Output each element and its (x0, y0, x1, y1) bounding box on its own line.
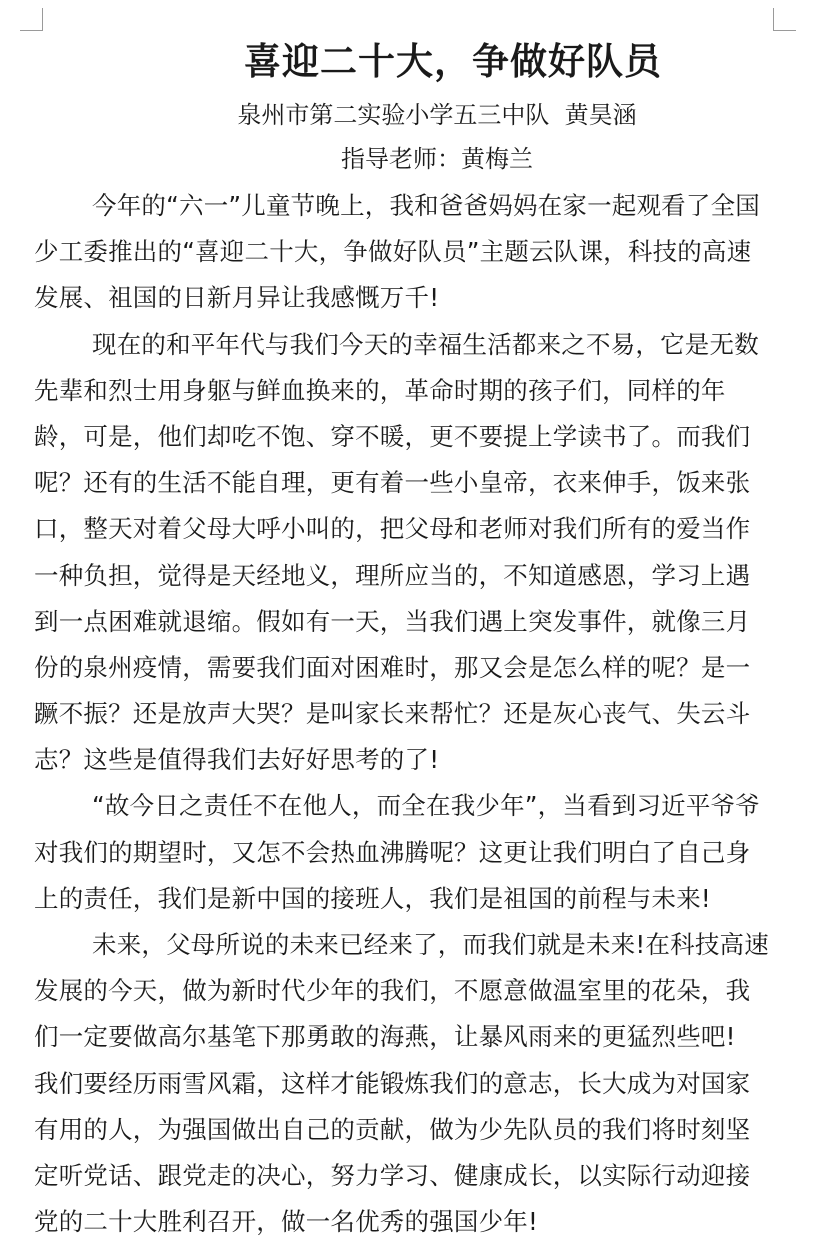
paragraph-line: 发展、祖国的日新月异让我感慨万千! (34, 283, 440, 313)
page-corner-mark-top-right (773, 8, 796, 31)
paragraph-line: 未来，父母所说的未来已经来了，而我们就是未来!在科技高速 (92, 930, 769, 959)
paragraph-line: “故今日之责任不在他人，而全在我少年”，当看到习近平爷爷 (92, 791, 760, 821)
paragraph-line: 志？这些是值得我们去好好思考的了! (34, 745, 440, 775)
paragraph-line: 到一点困难就退缩。假如有一天，当我们遇上突发事件，就像三月 (34, 606, 751, 636)
paragraph-line: 发展的今天，做为新时代少年的我们，不愿意做温室里的花朵，我 (34, 976, 751, 1006)
page-corner-mark-top-left (20, 8, 43, 31)
paragraph-line: 龄，可是，他们却吃不饱、穿不暖，更不要提上学读书了。而我们 (34, 421, 751, 451)
paragraph-1 (34, 183, 786, 322)
paragraph-line: 份的泉州疫情，需要我们面对困难时，那又会是怎么样的呢？是一 (34, 652, 751, 682)
paragraph-line: 呢？还有的生活不能自理，更有着一些小皇帝，衣来伸手，饭来张 (34, 468, 751, 498)
paragraph-line: 今年的“六一”儿童节晚上，我和爸爸妈妈在家一起观看了全国 (92, 191, 760, 220)
paragraph-line: 有用的人，为强国做出自己的贡献，做为少先队员的我们将时刻坚 (34, 1114, 751, 1144)
paragraph-line: 少工委推出的“喜迎二十大，争做好队员”主题云队课，科技的高速 (34, 237, 752, 267)
paragraph-line: 定听党话、跟党走的决心，努力学习、健康成长，以实际行动迎接 (34, 1160, 751, 1190)
paragraph-line: 对我们的期望时，又怎不会热血沸腾呢？这更让我们明白了自己身 (34, 837, 751, 867)
paragraph-3 (34, 783, 786, 922)
advisor-line (0, 141, 814, 177)
paragraph-line: 口，整天对着父母大呼小叫的，把父母和老师对我们所有的爱当作 (34, 514, 751, 544)
paragraph-line: 们一定要做高尔基笔下那勇敢的海燕，让暴风雨来的更猛烈些吧! (34, 1022, 736, 1052)
document-body (34, 183, 786, 1245)
advisor-line-text: 指导老师：黄梅兰 (341, 145, 533, 173)
author-line-text: 泉州市第二实验小学五三中队 黄昊涵 (237, 101, 637, 129)
paragraph-4 (34, 922, 786, 1245)
author-line (0, 97, 814, 133)
paragraph-line: 先辈和烈士用身躯与鲜血换来的，革命时期的孩子们，同样的年 (34, 375, 726, 405)
document-title-text: 喜迎二十大，争做好队员 (244, 40, 662, 83)
paragraph-line: 一种负担，觉得是天经地义，理所应当的，不知道感恩，学习上遇 (34, 560, 751, 590)
paragraph-line: 我们要经历雨雪风霜，这样才能锻炼我们的意志，长大成为对国家 (34, 1068, 751, 1098)
paragraph-line: 蹶不振？还是放声大哭？是叫家长来帮忙？还是灰心丧气、失云斗 (34, 699, 751, 729)
paragraph-2 (34, 322, 786, 784)
paragraph-line: 上的责任，我们是新中国的接班人，我们是祖国的前程与未来! (34, 883, 711, 913)
document-title (0, 36, 814, 88)
paragraph-line: 党的二十大胜利召开，做一名优秀的强国少年! (34, 1207, 539, 1237)
paragraph-line: 现在的和平年代与我们今天的幸福生活都来之不易，它是无数 (92, 329, 759, 359)
